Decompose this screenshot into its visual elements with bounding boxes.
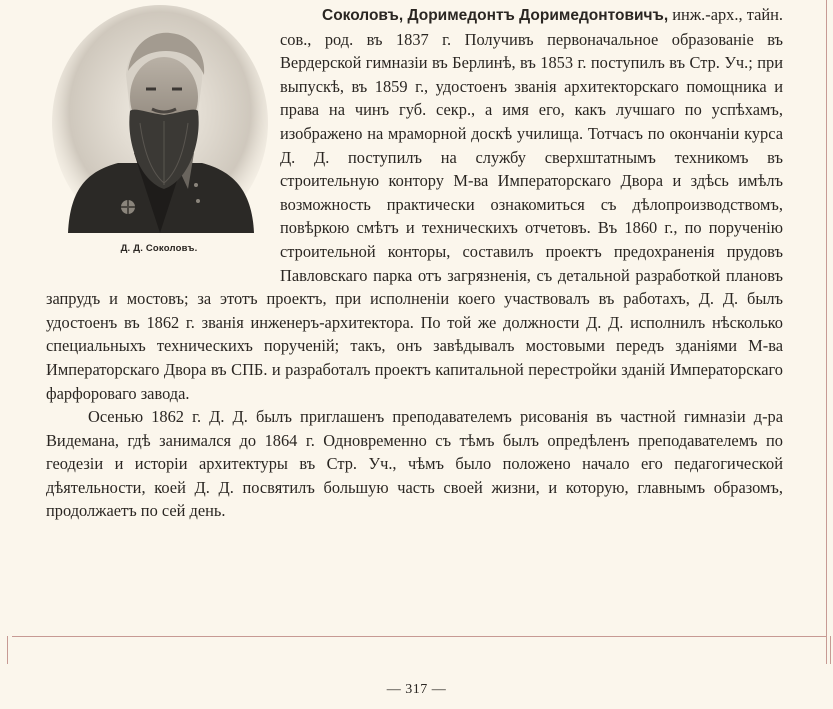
article-body [46, 3, 783, 523]
page-frame-rule [12, 636, 827, 637]
entry-name: Соколовъ, Доримедонтъ Доримедонтовичъ, [322, 7, 669, 24]
page-frame-right-outer [830, 636, 831, 664]
paragraph-2: Осенью 1862 г. Д. Д. былъ приглашенъ преподавателемъ рисованія въ частной гимназіи д-ра Видемана, гдѣ занимался до 1864 г. Одновременно съ тѣмъ былъ опредѣленъ преподавателемъ по геодезіи и исторіи архитектуры въ Стр. Уч., чѣмъ было положено начало его педагогической дѣятельности, коей Д. Д. посвятилъ большую часть своей жизни, и которую, главнымъ образомъ, продолжаетъ по сей день. [46, 407, 783, 521]
portrait-caption: Д. Д. Соколовъ. [120, 243, 198, 254]
page-frame-left [7, 636, 8, 664]
portrait-image [48, 3, 270, 233]
page-frame-right [826, 0, 827, 664]
page-number: — 317 — [386, 682, 447, 697]
entry-intro: инж.-арх., тайн. сов., род. въ 1837 г. Получивъ первоначальное образованіе въ Вердерской гимназіи въ Берлинѣ, въ 1853 г. поступилъ въ Стр. Уч.; при выпускѣ, въ 1859 г., удостоенъ званія архитекторскаго помощника и права на чинъ губ. секр., а имя его, какъ лучшаго по успѣхамъ, изображено на мраморной доскѣ училища. Тотчасъ по окончаніи курса Д. Д. поступилъ на службу сверхштатнымъ техникомъ въ строительную контору М-ва Императорскаго Двора и здѣсь имѣлъ возможность практически ознакомиться съ дѣлопроизводствомъ, повѣркою смѣтъ и техническихъ отчетовъ. Въ 1860 г., по порученію строительной конторы, составилъ проектъ предохраненія прудовъ Павловскаго парка отъ загрязненія, съ детальной разработкой плановъ запрудъ и мостовъ; за этотъ проектъ, при исполненіи коего участвовалъ въ работахъ, Д. Д. былъ удостоенъ въ 1862 г. званія инженеръ-архитектора. По той же должности Д. Д. исполнилъ нѣсколько специальныхъ техническихъ порученій; такъ, онъ завѣдывалъ мостовыми передъ зданіями М-ва Императорскаго Двора въ СПБ. и разработалъ проектъ капитальной перестройки зданій Императорскаго фарфороваго завода. [46, 5, 783, 403]
portrait-figure [46, 3, 272, 279]
